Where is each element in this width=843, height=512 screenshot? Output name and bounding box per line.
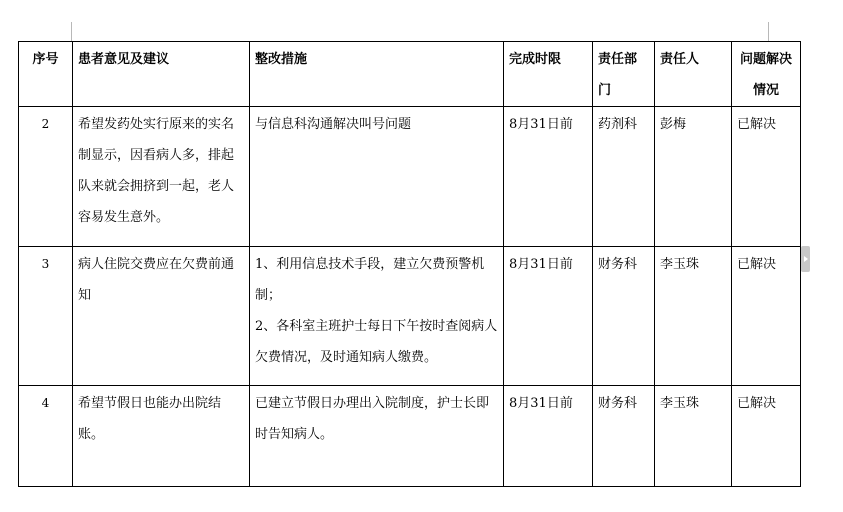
measure-text: 与信息科沟通解决叫号问题	[255, 117, 412, 132]
cell-status: 已解决	[732, 247, 801, 386]
measure-text: 1、利用信息技术手段，建立欠费预警机制；	[255, 257, 485, 303]
header-patient-opinion: 患者意见及建议	[73, 42, 250, 107]
cell-department: 财务科	[593, 247, 655, 386]
cell-opinion: 希望发药处实行原来的实名制显示，因看病人多，排起队来就会拥挤到一起，老人容易发生意外。	[73, 107, 250, 247]
header-person: 责任人	[655, 42, 732, 107]
cell-department: 药剂科	[593, 107, 655, 247]
page-margin-mark-right	[768, 22, 769, 42]
cell-serial-number: 2	[19, 107, 73, 247]
rectification-table	[18, 41, 801, 487]
cell-opinion: 病人住院交费应在欠费前通知	[73, 247, 250, 386]
table-row	[19, 247, 801, 386]
cell-person: 彭梅	[655, 107, 732, 247]
table-header-row	[19, 42, 801, 107]
table-row	[19, 107, 801, 247]
cell-department: 财务科	[593, 386, 655, 487]
header-measures: 整改措施	[250, 42, 504, 107]
measure-text: 2、各科室主班护士每日下午按时查阅病人欠费情况，及时通知病人缴费。	[255, 319, 498, 365]
side-scroll-handle[interactable]	[801, 246, 810, 272]
cell-deadline: 8月31日前	[504, 386, 593, 487]
table-row	[19, 386, 801, 487]
cell-measures	[250, 107, 504, 247]
cell-serial-number: 3	[19, 247, 73, 386]
cell-status: 已解决	[732, 386, 801, 487]
page-margin-mark-left	[71, 22, 72, 42]
cell-status: 已解决	[732, 107, 801, 247]
cell-person: 李玉珠	[655, 247, 732, 386]
measure-text: 已建立节假日办理出入院制度，护士长即时告知病人。	[255, 396, 490, 442]
header-serial-number: 序号	[19, 42, 73, 107]
header-deadline: 完成时限	[504, 42, 593, 107]
header-status: 问题解决情况	[732, 42, 801, 107]
cell-measures	[250, 247, 504, 386]
cell-deadline: 8月31日前	[504, 247, 593, 386]
cell-deadline: 8月31日前	[504, 107, 593, 247]
cell-person: 李玉珠	[655, 386, 732, 487]
header-department: 责任部门	[593, 42, 655, 107]
cell-measures	[250, 386, 504, 487]
cell-serial-number: 4	[19, 386, 73, 487]
cell-opinion: 希望节假日也能办出院结账。	[73, 386, 250, 487]
